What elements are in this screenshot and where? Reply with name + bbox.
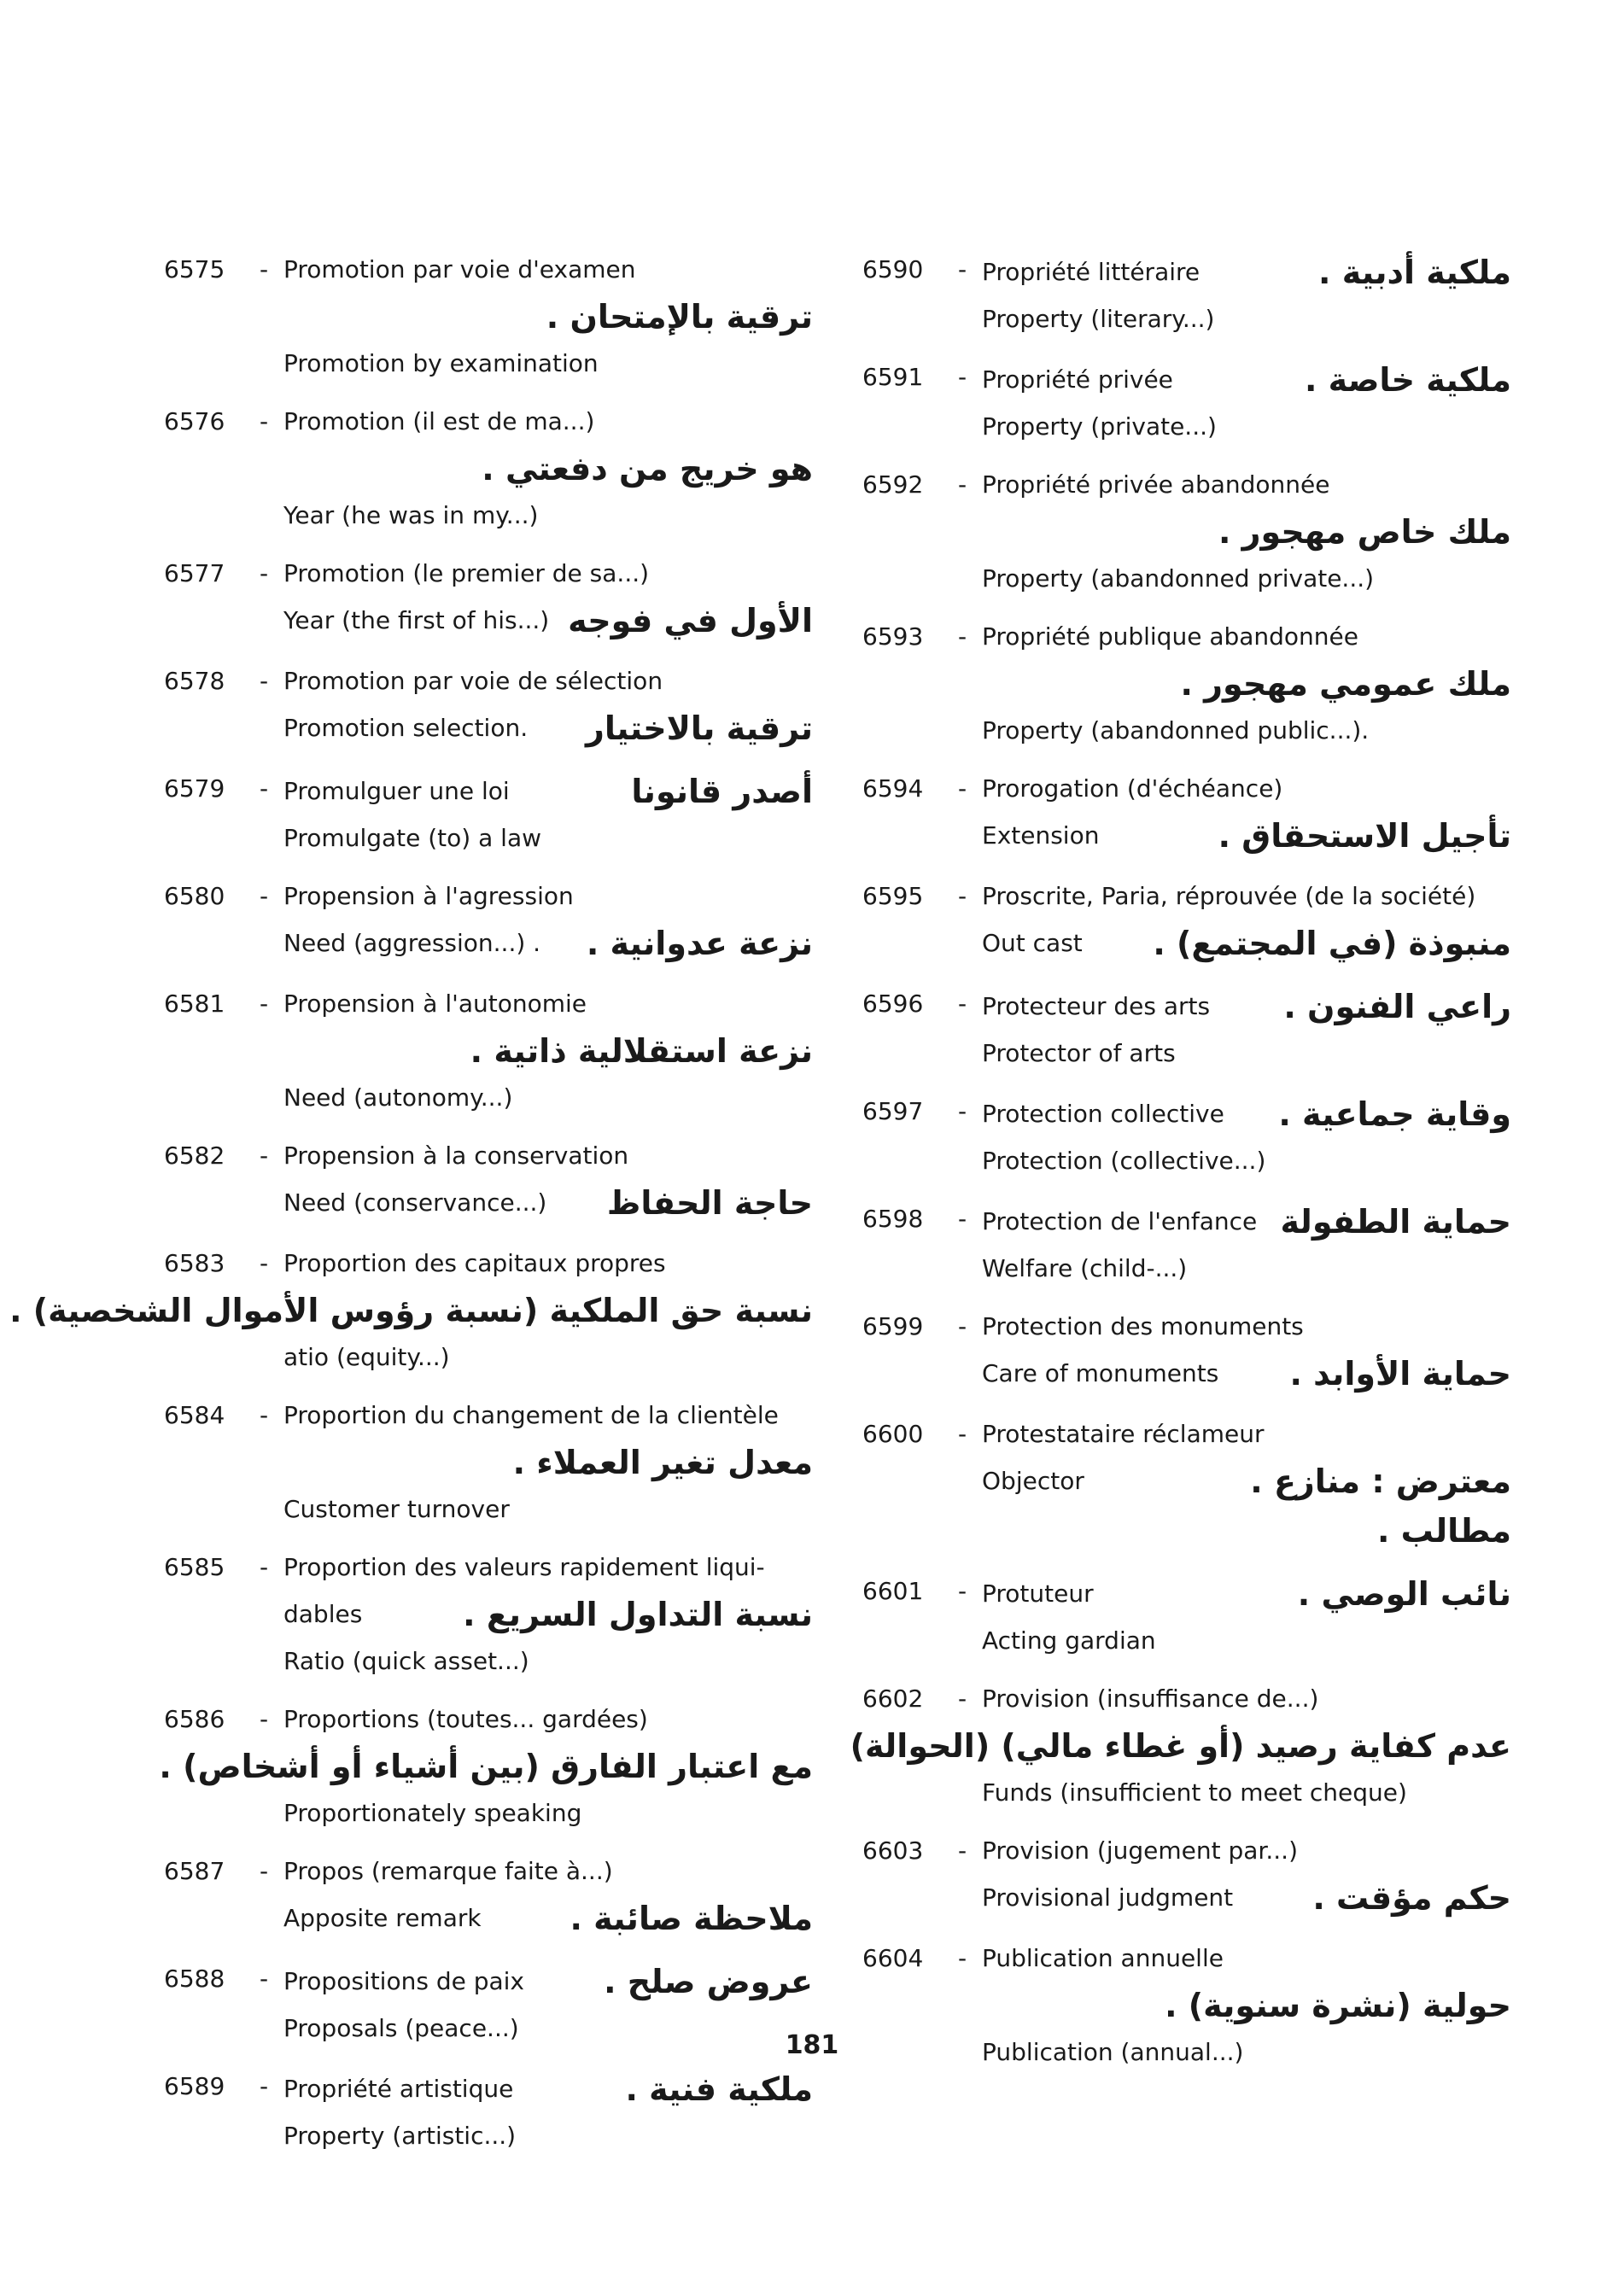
entry-number: 6586 bbox=[164, 1705, 225, 1733]
arabic-translation: ملاحظة صائبة . bbox=[570, 1900, 813, 1937]
entry-dash: - bbox=[260, 2072, 269, 2100]
arabic-translation: نسبة التداول السريع . bbox=[463, 1596, 813, 1633]
arabic-translation: معدل تغير العملاء . bbox=[512, 1444, 813, 1481]
dictionary-entry bbox=[862, 463, 1511, 601]
dictionary-entry bbox=[9, 1241, 813, 1380]
entry-dash: - bbox=[958, 622, 967, 651]
arabic-translation: عدم كفاية رصيد (أو غطاء مالي) (الحوالة) bbox=[850, 1727, 1511, 1765]
entry-dash: - bbox=[958, 1836, 967, 1865]
entry-dash: - bbox=[260, 1553, 269, 1581]
arabic-translation: وقاية جماعية . bbox=[1278, 1095, 1511, 1133]
entry-dash: - bbox=[260, 882, 269, 910]
entry-body bbox=[982, 874, 1511, 968]
french-term: Publication annuelle bbox=[982, 1944, 1224, 1972]
english-translation: Property (private...) bbox=[982, 412, 1217, 441]
entry-number: 6604 bbox=[862, 1944, 924, 1972]
arabic-translation: ملك خاص مهجور . bbox=[1218, 513, 1511, 551]
arabic-translation: حماية الطفولة bbox=[1280, 1203, 1511, 1241]
french-term: Propos (remarque faite à...) bbox=[283, 1857, 613, 1885]
french-term: Protuteur bbox=[982, 1579, 1094, 1608]
entry-dash: - bbox=[260, 255, 269, 283]
french-term: Propriété privée abandonnée bbox=[982, 470, 1330, 499]
arabic-translation: نزعة استقلالية ذاتية . bbox=[470, 1032, 813, 1070]
entry-body bbox=[982, 615, 1511, 753]
dictionary-entry bbox=[164, 767, 813, 861]
entry-dash: - bbox=[260, 990, 269, 1018]
french-term: Promotion (le premier de sa...) bbox=[283, 559, 650, 587]
entry-dash: - bbox=[958, 255, 967, 283]
arabic-translation: حولية (نشرة سنوية) . bbox=[1165, 1987, 1511, 2024]
entry-number: 6601 bbox=[862, 1577, 924, 1605]
entry-number: 6590 bbox=[862, 255, 924, 283]
page-number: 181 bbox=[785, 2030, 839, 2060]
french-term: Protection des monuments bbox=[982, 1312, 1304, 1340]
entry-body bbox=[982, 248, 1511, 342]
french-term: Protecteur des arts bbox=[982, 992, 1211, 1020]
entry-dash: - bbox=[958, 990, 967, 1018]
dictionary-entry bbox=[862, 248, 1511, 342]
arabic-translation-continued: مطالب . bbox=[1377, 1512, 1511, 1550]
entry-row bbox=[283, 596, 813, 645]
entry-number: 6594 bbox=[862, 774, 924, 803]
french-term-continued: dables bbox=[283, 1600, 363, 1628]
arabic-translation: مع اعتبار الفارق (بين أشياء أو أشخاص) . bbox=[159, 1748, 813, 1785]
left-column bbox=[9, 248, 813, 2172]
entry-row bbox=[283, 1590, 813, 1639]
dictionary-entry bbox=[164, 659, 813, 753]
dictionary-entry bbox=[862, 1829, 1511, 1923]
entry-body bbox=[283, 248, 813, 386]
entry-body bbox=[283, 874, 813, 968]
entry-body bbox=[283, 400, 813, 538]
entry-number: 6589 bbox=[164, 2072, 225, 2100]
english-translation: Acting gardian bbox=[982, 1626, 1156, 1655]
entry-dash: - bbox=[260, 774, 269, 803]
english-translation: Provisional judgment bbox=[982, 1883, 1234, 1912]
dictionary-entry bbox=[164, 874, 813, 968]
entry-number: 6575 bbox=[164, 255, 225, 283]
french-term: Provision (insuffisance de...) bbox=[982, 1685, 1319, 1713]
arabic-translation: ملكية فنية . bbox=[625, 2070, 813, 2108]
french-term: Proportions (toutes... gardées) bbox=[283, 1705, 648, 1733]
entry-row bbox=[982, 1349, 1511, 1398]
english-translation: Customer turnover bbox=[283, 1495, 510, 1523]
entry-dash: - bbox=[958, 1312, 967, 1340]
english-translation: Need (conservance...) bbox=[283, 1188, 547, 1217]
dictionary-entry bbox=[159, 1697, 813, 1836]
dictionary-entry bbox=[862, 1197, 1511, 1291]
english-translation: Property (abandonned private...) bbox=[982, 564, 1375, 593]
entry-row bbox=[283, 1894, 813, 1943]
entry-number: 6600 bbox=[862, 1420, 924, 1448]
french-term: Proportion des valeurs rapidement liqui- bbox=[283, 1553, 765, 1581]
french-term: Protection collective bbox=[982, 1100, 1224, 1128]
entry-row bbox=[982, 1569, 1511, 1619]
english-translation: Proportionately speaking bbox=[283, 1799, 582, 1827]
french-term: Propriété littéraire bbox=[982, 258, 1200, 286]
dictionary-entry bbox=[862, 615, 1511, 753]
entry-dash: - bbox=[260, 1705, 269, 1733]
dictionary-entry bbox=[862, 1412, 1511, 1556]
entry-body bbox=[982, 767, 1511, 861]
french-term: Propositions de paix bbox=[283, 1967, 524, 1995]
entry-body bbox=[982, 1829, 1511, 1923]
english-translation: Out cast bbox=[982, 929, 1083, 957]
entry-row bbox=[982, 982, 1511, 1031]
french-term: Protestataire réclameur bbox=[982, 1420, 1265, 1448]
entry-number: 6593 bbox=[862, 622, 924, 651]
entry-row bbox=[982, 811, 1511, 861]
arabic-translation: ملك عمومي مهجور . bbox=[1180, 665, 1511, 703]
entry-number: 6591 bbox=[862, 363, 924, 391]
arabic-translation: نزعة عدوانية . bbox=[586, 925, 813, 962]
arabic-translation: نائب الوصي . bbox=[1297, 1575, 1511, 1613]
entry-body bbox=[283, 767, 813, 861]
french-term: Prorogation (d'échéance) bbox=[982, 774, 1283, 803]
dictionary-entry bbox=[164, 982, 813, 1120]
entry-number: 6592 bbox=[862, 470, 924, 499]
french-term: Propension à la conservation bbox=[283, 1142, 629, 1170]
entry-row bbox=[982, 1089, 1511, 1139]
entry-body bbox=[283, 659, 813, 753]
entry-row bbox=[283, 1178, 813, 1228]
arabic-translation: معترض : منازع . bbox=[1250, 1463, 1511, 1500]
french-term: Propension à l'autonomie bbox=[283, 990, 587, 1018]
entry-dash: - bbox=[260, 667, 269, 695]
entry-number: 6579 bbox=[164, 774, 225, 803]
french-term: Proscrite, Paria, réprouvée (de la société) bbox=[982, 882, 1476, 910]
dictionary-entry bbox=[164, 1134, 813, 1228]
entry-number: 6581 bbox=[164, 990, 225, 1018]
english-translation: Property (literary...) bbox=[982, 305, 1215, 333]
french-term: Proportion des capitaux propres bbox=[283, 1249, 666, 1277]
english-translation: Year (he was in my...) bbox=[283, 501, 539, 529]
english-translation: Apposite remark bbox=[283, 1904, 482, 1932]
arabic-translation: ملكية أدبية . bbox=[1318, 254, 1511, 291]
entry-dash: - bbox=[958, 1097, 967, 1125]
entry-dash: - bbox=[260, 1142, 269, 1170]
french-term: Propension à l'agression bbox=[283, 882, 574, 910]
english-translation: Ratio (quick asset...) bbox=[283, 1647, 529, 1675]
english-translation: Need (aggression...) . bbox=[283, 929, 541, 957]
entry-body bbox=[982, 1569, 1511, 1663]
entry-dash: - bbox=[958, 1420, 967, 1448]
french-term: Promotion (il est de ma...) bbox=[283, 407, 595, 435]
entry-number: 6582 bbox=[164, 1142, 225, 1170]
dictionary-entry bbox=[862, 1569, 1511, 1663]
entry-body bbox=[982, 1305, 1511, 1398]
english-translation: Publication (annual...) bbox=[982, 2038, 1244, 2066]
entry-number: 6583 bbox=[164, 1249, 225, 1277]
entry-dash: - bbox=[958, 1577, 967, 1605]
entry-row bbox=[982, 248, 1511, 297]
entry-row bbox=[283, 2064, 813, 2114]
entry-dash: - bbox=[958, 470, 967, 499]
entry-body bbox=[283, 1393, 813, 1532]
entry-body bbox=[982, 355, 1511, 449]
arabic-translation: ملكية خاصة . bbox=[1304, 361, 1511, 399]
english-translation: Extension bbox=[982, 821, 1100, 850]
dictionary-entry bbox=[164, 400, 813, 538]
english-translation: Protector of arts bbox=[982, 1039, 1176, 1067]
entry-number: 6588 bbox=[164, 1965, 225, 1993]
arabic-translation: حكم مؤقت . bbox=[1312, 1879, 1511, 1917]
entry-dash: - bbox=[260, 1965, 269, 1993]
entry-row bbox=[982, 1873, 1511, 1923]
arabic-translation: أصدر قانونا bbox=[631, 773, 813, 810]
entry-number: 6596 bbox=[862, 990, 924, 1018]
entry-number: 6587 bbox=[164, 1857, 225, 1885]
entry-body bbox=[283, 1545, 813, 1684]
arabic-translation: ترقية بالاختيار bbox=[586, 709, 813, 747]
entry-dash: - bbox=[260, 559, 269, 587]
arabic-translation: ترقية بالإمتحان . bbox=[546, 298, 813, 336]
dictionary-entry bbox=[164, 552, 813, 645]
entry-dash: - bbox=[260, 1401, 269, 1429]
entry-body bbox=[982, 982, 1511, 1076]
arabic-translation: حاجة الحفاظ bbox=[606, 1184, 813, 1222]
french-term: Propriété publique abandonnée bbox=[982, 622, 1358, 651]
french-term: Proportion du changement de la clientèle bbox=[283, 1401, 779, 1429]
french-term: Propriété privée bbox=[982, 365, 1173, 394]
english-translation: Year (the first of his...) bbox=[283, 606, 550, 634]
entry-row bbox=[982, 919, 1511, 968]
french-term: Promotion par voie d'examen bbox=[283, 255, 636, 283]
dictionary-entry bbox=[862, 355, 1511, 449]
entry-dash: - bbox=[958, 363, 967, 391]
entry-body bbox=[283, 1849, 813, 1943]
entry-number: 6578 bbox=[164, 667, 225, 695]
dictionary-entry bbox=[862, 1305, 1511, 1398]
entry-row bbox=[283, 919, 813, 968]
entry-row bbox=[283, 1957, 813, 2006]
entry-body bbox=[982, 1412, 1511, 1556]
entry-body bbox=[982, 1197, 1511, 1291]
entry-number: 6595 bbox=[862, 882, 924, 910]
arabic-translation: الأول في فوجه bbox=[568, 602, 813, 639]
french-term: Promulguer une loi bbox=[283, 777, 510, 805]
entry-row bbox=[283, 704, 813, 753]
arabic-translation: راعي الفنون . bbox=[1283, 988, 1511, 1025]
entry-number: 6603 bbox=[862, 1836, 924, 1865]
english-translation: Objector bbox=[982, 1467, 1084, 1495]
dictionary-entry bbox=[164, 248, 813, 386]
dictionary-entry bbox=[862, 982, 1511, 1076]
english-translation: Promotion selection. bbox=[283, 714, 529, 742]
english-translation: Property (abandonned public...). bbox=[982, 716, 1370, 744]
arabic-translation: منبوذة (في المجتمع) . bbox=[1153, 925, 1511, 962]
entry-body bbox=[982, 463, 1511, 601]
entry-dash: - bbox=[958, 774, 967, 803]
entry-body bbox=[283, 982, 813, 1120]
entry-body bbox=[283, 1134, 813, 1228]
entry-dash: - bbox=[958, 1944, 967, 1972]
entry-dash: - bbox=[958, 1685, 967, 1713]
dictionary-entry bbox=[862, 1089, 1511, 1183]
entry-number: 6598 bbox=[862, 1205, 924, 1233]
english-translation: Care of monuments bbox=[982, 1359, 1219, 1387]
entry-number: 6580 bbox=[164, 882, 225, 910]
dictionary-entry bbox=[164, 1545, 813, 1684]
entry-row bbox=[982, 1197, 1511, 1247]
arabic-translation: عروض صلح . bbox=[604, 1963, 813, 2000]
entry-number: 6597 bbox=[862, 1097, 924, 1125]
english-translation: Proposals (peace...) bbox=[283, 2014, 519, 2042]
entry-number: 6584 bbox=[164, 1401, 225, 1429]
arabic-translation: هو خريج من دفعتي . bbox=[482, 450, 813, 488]
dictionary-entry bbox=[164, 2064, 813, 2158]
dictionary-entry bbox=[862, 874, 1511, 968]
french-term: Provision (jugement par...) bbox=[982, 1836, 1298, 1865]
dictionary-entry bbox=[850, 1677, 1511, 1815]
english-translation: atio (equity...) bbox=[283, 1343, 450, 1371]
entry-number: 6602 bbox=[862, 1685, 924, 1713]
english-translation: Promotion by examination bbox=[283, 349, 599, 377]
entry-body bbox=[982, 1089, 1511, 1183]
entry-body bbox=[283, 2064, 813, 2158]
right-column bbox=[850, 248, 1511, 2088]
english-translation: Promulgate (to) a law bbox=[283, 824, 542, 852]
entry-number: 6576 bbox=[164, 407, 225, 435]
english-translation: Welfare (child-...) bbox=[982, 1254, 1188, 1282]
entry-dash: - bbox=[260, 1249, 269, 1277]
entry-dash: - bbox=[260, 407, 269, 435]
arabic-translation: تأجيل الاستحقاق . bbox=[1218, 817, 1511, 855]
arabic-translation: حماية الأوابد . bbox=[1289, 1355, 1511, 1393]
dictionary-entry bbox=[862, 767, 1511, 861]
dictionary-entry bbox=[164, 1393, 813, 1532]
english-translation: Property (artistic...) bbox=[283, 2122, 517, 2150]
dictionary-entry bbox=[164, 1849, 813, 1943]
french-term: Propriété artistique bbox=[283, 2075, 514, 2103]
english-translation: Need (autonomy...) bbox=[283, 1083, 513, 1112]
arabic-translation: نسبة حق الملكية (نسبة رؤوس الأموال الشخصية) . bbox=[9, 1292, 813, 1329]
entry-dash: - bbox=[958, 882, 967, 910]
entry-dash: - bbox=[958, 1205, 967, 1233]
english-translation: Protection (collective...) bbox=[982, 1147, 1266, 1175]
entry-number: 6577 bbox=[164, 559, 225, 587]
french-term: Protection de l'enfance bbox=[982, 1207, 1258, 1235]
entry-dash: - bbox=[260, 1857, 269, 1885]
entry-row bbox=[982, 1457, 1511, 1506]
entry-row bbox=[283, 767, 813, 816]
entry-body bbox=[283, 552, 813, 645]
entry-row bbox=[982, 355, 1511, 405]
english-translation: Funds (insufficient to meet cheque) bbox=[982, 1778, 1407, 1807]
entry-number: 6585 bbox=[164, 1553, 225, 1581]
french-term: Promotion par voie de sélection bbox=[283, 667, 663, 695]
entry-number: 6599 bbox=[862, 1312, 924, 1340]
